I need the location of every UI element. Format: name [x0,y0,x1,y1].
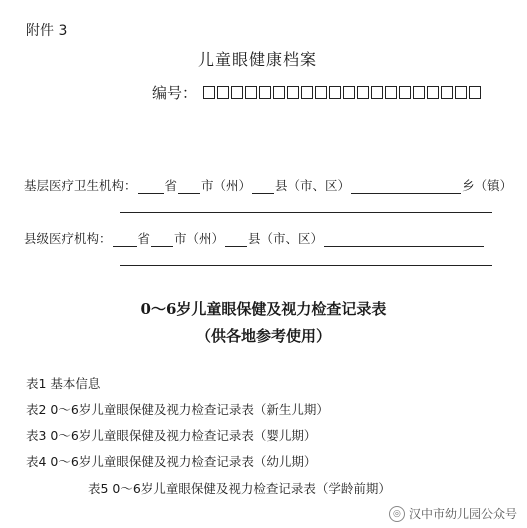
number-box[interactable] [371,86,383,99]
basic-institution-row [24,176,512,194]
county-blank[interactable] [252,181,274,194]
toc-item-2: 表2 0～6岁儿童眼保健及视力检查记录表（新生儿期） [26,402,329,417]
province-blank[interactable] [138,181,164,194]
town-label: 乡（镇） [462,178,513,193]
number-boxes[interactable] [203,86,483,99]
number-box[interactable] [315,86,327,99]
watermark [389,505,517,522]
county-institution-row [24,229,485,247]
attachment-label: 附件 3 [26,23,68,39]
province-label-2: 省 [137,231,151,246]
county-institution-name-line[interactable] [120,265,492,266]
number-box[interactable] [245,86,257,99]
number-box[interactable] [343,86,355,99]
number-row [152,82,483,103]
number-box[interactable] [273,86,285,99]
city-label: 市（州） [201,178,252,193]
town-blank[interactable] [351,181,461,194]
number-box[interactable] [455,86,467,99]
number-box[interactable] [203,86,215,99]
number-box[interactable] [329,86,341,99]
province-blank-2[interactable] [113,234,137,247]
watermark-text: 汉中市幼儿园公众号 [408,507,517,521]
document-title: 儿童眼健康档案 [198,50,318,69]
form-title: 0～6岁儿童眼保健及视力检查记录表 [140,300,387,318]
form-subtitle: （供各地参考使用） [195,327,331,345]
number-box[interactable] [385,86,397,99]
county-label-2: 县（市、区） [248,231,324,246]
county-institution-name-blank[interactable] [324,234,484,247]
province-label: 省 [164,178,178,193]
city-blank-2[interactable] [151,234,173,247]
number-box[interactable] [399,86,411,99]
number-box[interactable] [217,86,229,99]
number-box[interactable] [287,86,299,99]
wechat-icon: ◎ [389,506,405,522]
number-box[interactable] [441,86,453,99]
number-box[interactable] [427,86,439,99]
number-box[interactable] [301,86,313,99]
basic-institution-name-line[interactable] [120,212,492,213]
toc-item-5: 表5 0～6岁儿童眼保健及视力检查记录表（学龄前期） [88,481,391,496]
number-box[interactable] [413,86,425,99]
number-box[interactable] [231,86,243,99]
county-blank-2[interactable] [225,234,247,247]
number-label: 编号： [152,84,198,102]
number-box[interactable] [357,86,369,99]
city-blank[interactable] [178,181,200,194]
county-institution-label: 县级医疗机构： [24,231,112,246]
toc-item-1: 表1 基本信息 [26,376,101,391]
basic-institution-label: 基层医疗卫生机构： [24,178,137,193]
toc-item-4: 表4 0～6岁儿童眼保健及视力检查记录表（幼儿期） [26,454,317,469]
city-label-2: 市（州） [174,231,225,246]
number-box[interactable] [469,86,481,99]
county-label: 县（市、区） [275,178,351,193]
number-box[interactable] [259,86,271,99]
toc-item-3: 表3 0～6岁儿童眼保健及视力检查记录表（婴儿期） [26,428,317,443]
